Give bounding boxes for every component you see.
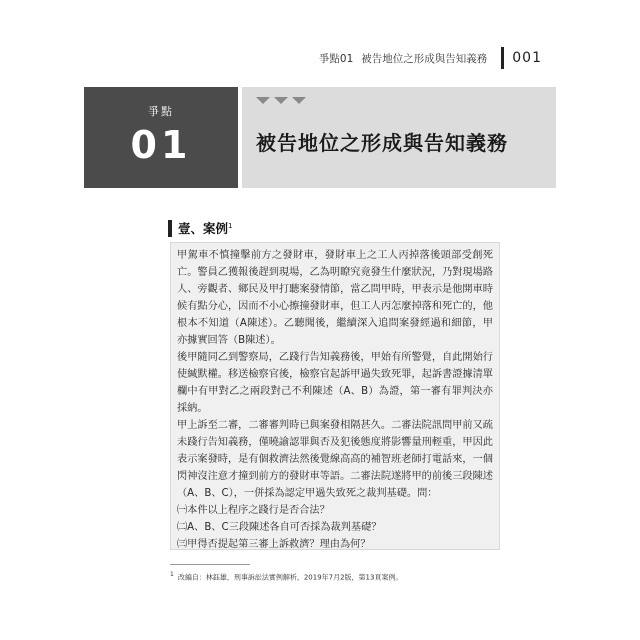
footnote-divider (170, 564, 250, 565)
case-question: ㈡A、B、C三段陳述各自可否採為裁判基礎？ (177, 522, 382, 533)
point-number: 01 (130, 123, 192, 167)
case-question: ㈠本件以上程序之踐行是否合法？ (177, 505, 330, 516)
footnote-ref: 1 (228, 221, 233, 230)
case-question: ㈢甲得否提起第三審上訴救濟？理由為何？ (177, 539, 371, 550)
page-number: 001 (512, 50, 542, 66)
case-paragraph: 後甲隨同乙到警察局，乙踐行告知義務後，甲始有所警覺，自此開始行使緘默權。移送檢察官後，檢察官起訴甲過失致死罪，起訴書證據清單欄中有甲對乙之兩段對己不利陳述（A、B）為證，第一審有罪判決亦採納。 (177, 352, 493, 414)
header-divider (501, 47, 504, 69)
section-heading (168, 219, 232, 237)
case-paragraph: 甲駕車不慎撞擊前方之發財車，發財車上之工人丙掉落後頭部受創死亡。警員乙獲報後趕到現場，乙為明瞭究竟發生什麼狀況，乃對現場路人、旁觀者、鄉民及甲打聽案發情節，當乙問甲時，甲表示是他開車時候有點分心，因而不小心擦撞發財車，但工人丙怎麼掉落和死亡的，他根本不知道（A陳述）。乙聽聞後，繼續深入追問案發經過和細節，甲亦據實回答（B陳述）。 (177, 250, 493, 346)
footnote-text: 改編自：林鈺雄，刑事訴訟法實例解析，2019年7月2版，第13頁案例。 (177, 573, 403, 582)
section-heading-text: 壹、案例 (178, 221, 229, 236)
footnote-marker: 1 (170, 571, 174, 578)
footnote (170, 570, 490, 582)
header-point-label: 爭點01 (318, 52, 354, 65)
chapter-title-block (84, 87, 556, 188)
running-header (319, 47, 542, 69)
heading-bar-icon (168, 220, 172, 237)
case-paragraph: 甲上訴至二審，二審審判時已與案發相隔甚久。二審法院訊問甲前又疏未踐行告知義務，僅曉諭認罪與否及犯後態度將影響量刑輕重，甲因此表示案發時，是有個救濟法然後覺線高高的補智班老師打電話來，一個閃神沒注意才撞到前方的發財車等語。二審法院遂將甲的前後三段陳述（A、B、C），一併採為認定甲過失致死之裁判基礎。問： (177, 420, 493, 499)
title-panel (242, 87, 556, 188)
triangle-decoration-icon (256, 97, 306, 104)
point-kicker: 爭點 (148, 105, 174, 118)
header-running-title: 被告地位之形成與告知義務 (361, 52, 488, 65)
point-number-panel (84, 87, 238, 188)
chapter-title: 被告地位之形成與告知義務 (256, 131, 508, 155)
case-box (170, 242, 500, 550)
